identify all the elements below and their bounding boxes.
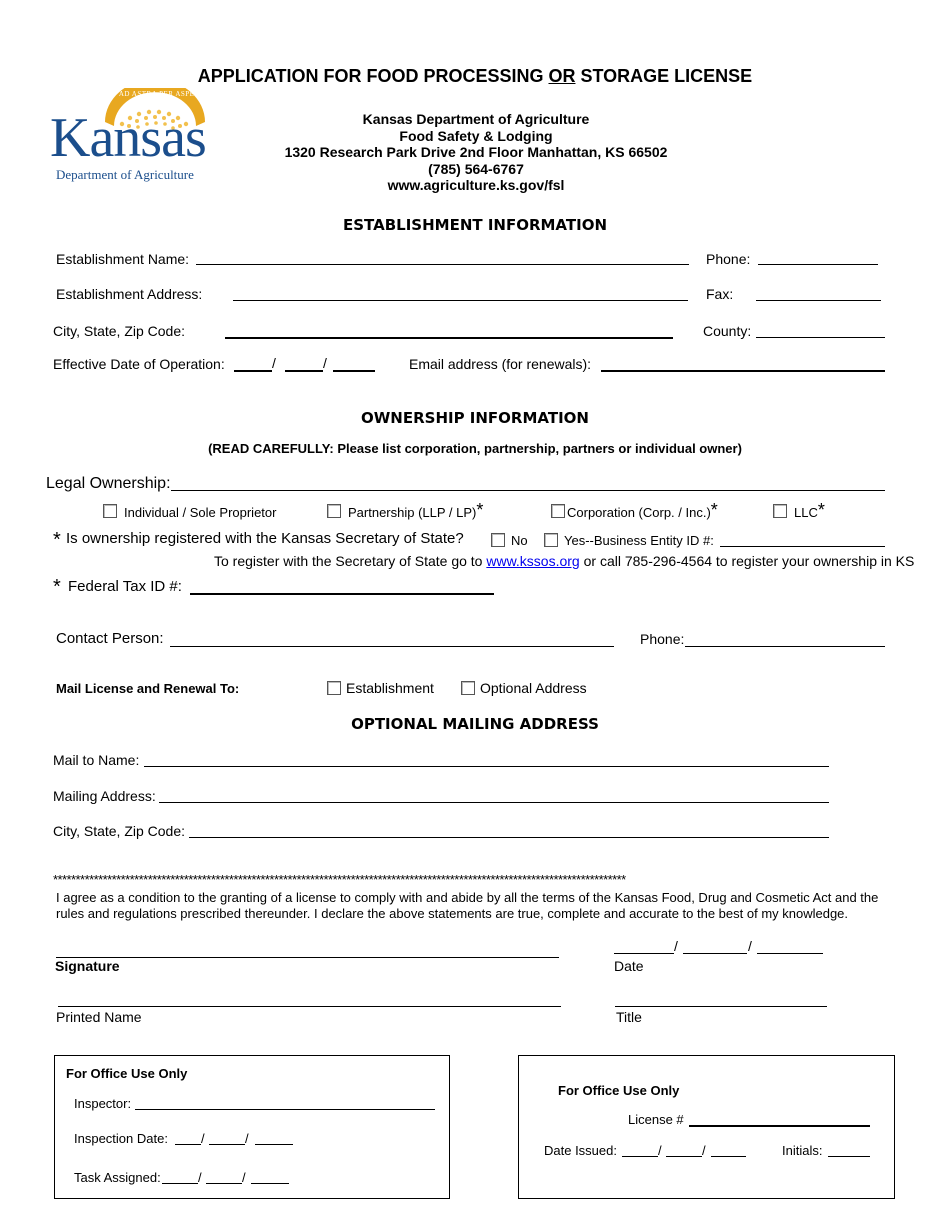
mailing-city-label: City, State, Zip Code: bbox=[53, 823, 186, 839]
agency-contact-block bbox=[250, 111, 702, 194]
establishment-name-label: Establishment Name: bbox=[56, 251, 190, 267]
kda-logo bbox=[50, 88, 215, 186]
contact-phone-field[interactable] bbox=[685, 646, 885, 647]
license-number-field[interactable] bbox=[689, 1125, 870, 1127]
license-number-label: License # bbox=[628, 1112, 684, 1127]
phone-field[interactable] bbox=[758, 264, 878, 265]
logo-subtitle: Department of Agriculture bbox=[56, 167, 194, 182]
establishment-address-label: Establishment Address: bbox=[56, 286, 203, 302]
effective-date-year[interactable] bbox=[333, 370, 375, 372]
inspection-date-day[interactable] bbox=[209, 1144, 245, 1145]
ownership-note: (READ CAREFULLY: Please list corporation, partnership, partners or individual owner) bbox=[208, 441, 742, 456]
mail-optional-checkbox[interactable] bbox=[461, 681, 475, 695]
date-slash: / bbox=[242, 1170, 246, 1185]
inspector-label: Inspector: bbox=[74, 1096, 132, 1111]
establishment-heading: ESTABLISHMENT INFORMATION bbox=[342, 216, 607, 234]
legal-ownership-field[interactable] bbox=[171, 490, 885, 491]
required-asterisk: * bbox=[53, 576, 61, 598]
mail-to-name-field[interactable] bbox=[144, 766, 829, 767]
mail-to-name-label: Mail to Name: bbox=[53, 752, 140, 768]
mailing-address-field[interactable] bbox=[159, 802, 829, 803]
agreement-text: I agree as a condition to the granting of a license to comply with and abide by all the terms of the Kansas Food, Drug and Cosmetic Act and the rules and regulations prescribed thereunder. I declare the above statements are true, complete and accurate to the best of my knowledge. bbox=[56, 890, 879, 921]
contact-phone-label: Phone: bbox=[640, 631, 685, 647]
sign-date-day[interactable] bbox=[683, 953, 747, 954]
phone-label: Phone: bbox=[706, 251, 751, 267]
mail-establishment-label: Establishment bbox=[346, 680, 434, 696]
date-slash: / bbox=[702, 1143, 706, 1158]
inspection-date-label: Inspection Date: bbox=[74, 1131, 168, 1146]
page-title: APPLICATION FOR FOOD PROCESSING OR STORAGE LICENSE bbox=[197, 66, 753, 86]
agency-name: Kansas Department of Agriculture bbox=[362, 111, 590, 127]
optional-mailing-heading: OPTIONAL MAILING ADDRESS bbox=[351, 715, 599, 733]
signature-label: Signature bbox=[55, 958, 120, 974]
sos-no-label: No bbox=[511, 533, 528, 548]
office-use-heading-right: For Office Use Only bbox=[558, 1083, 680, 1098]
llc-checkbox[interactable] bbox=[773, 504, 787, 518]
partnership-label: Partnership (LLP / LP)* bbox=[348, 500, 484, 520]
mailing-city-field[interactable] bbox=[189, 837, 829, 838]
sos-question: Is ownership registered with the Kansas Secretary of State? bbox=[66, 530, 464, 547]
agency-phone: (785) 564-6767 bbox=[428, 160, 524, 177]
mail-license-label: Mail License and Renewal To: bbox=[56, 681, 240, 696]
task-date-day[interactable] bbox=[206, 1183, 242, 1184]
task-date-month[interactable] bbox=[162, 1183, 198, 1184]
llc-label: LLC* bbox=[794, 500, 825, 520]
fax-label: Fax: bbox=[706, 286, 734, 302]
task-assigned-label: Task Assigned: bbox=[74, 1170, 161, 1185]
date-issued-day[interactable] bbox=[666, 1156, 702, 1157]
county-field[interactable] bbox=[756, 337, 885, 338]
kssos-link[interactable]: www.kssos.org bbox=[486, 553, 580, 569]
date-issued-label: Date Issued: bbox=[544, 1143, 617, 1158]
sign-date-year[interactable] bbox=[757, 953, 823, 954]
logo-wordmark: Kansas bbox=[50, 107, 206, 169]
inspection-date-year[interactable] bbox=[255, 1144, 293, 1145]
signature-field[interactable] bbox=[56, 957, 559, 958]
division-name: Food Safety & Lodging bbox=[399, 127, 553, 144]
inspector-field[interactable] bbox=[135, 1109, 435, 1110]
establishment-name-field[interactable] bbox=[196, 264, 689, 265]
date-issued-month[interactable] bbox=[622, 1156, 658, 1157]
effective-date-label: Effective Date of Operation: bbox=[53, 356, 225, 372]
logo-motto: AD ASTRA PER ASPERA bbox=[118, 90, 206, 98]
register-instructions: To register with the Secretary of State go to www.kssos.org or call 785-296-4564 to register your ownership in KS bbox=[214, 553, 915, 569]
contact-person-field[interactable] bbox=[170, 646, 614, 647]
date-label: Date bbox=[614, 958, 644, 974]
date-slash: / bbox=[245, 1131, 249, 1146]
printed-name-field[interactable] bbox=[58, 1006, 561, 1007]
date-slash: / bbox=[658, 1143, 662, 1158]
establishment-address-field[interactable] bbox=[233, 300, 688, 301]
sos-yes-checkbox[interactable] bbox=[544, 533, 558, 547]
title-field[interactable] bbox=[615, 1006, 827, 1007]
city-state-zip-field[interactable] bbox=[225, 337, 673, 339]
contact-person-label: Contact Person: bbox=[56, 630, 164, 647]
office-use-heading-left: For Office Use Only bbox=[66, 1066, 188, 1081]
effective-date-month[interactable] bbox=[234, 370, 272, 372]
date-slash: / bbox=[674, 938, 678, 954]
date-slash: / bbox=[201, 1131, 205, 1146]
individual-label: Individual / Sole Proprietor bbox=[124, 505, 277, 520]
required-asterisk: * bbox=[53, 529, 61, 551]
title-label: Title bbox=[616, 1009, 642, 1025]
agency-address: 1320 Research Park Drive 2nd Floor Manhattan, KS 66502 bbox=[284, 144, 668, 160]
sos-no-checkbox[interactable] bbox=[491, 533, 505, 547]
mailing-address-label: Mailing Address: bbox=[53, 788, 156, 804]
date-slash: / bbox=[198, 1170, 202, 1185]
mail-establishment-checkbox[interactable] bbox=[327, 681, 341, 695]
mail-optional-label: Optional Address bbox=[480, 680, 587, 696]
task-date-year[interactable] bbox=[251, 1183, 289, 1184]
sign-date-month[interactable] bbox=[614, 953, 674, 954]
county-label: County: bbox=[703, 323, 752, 339]
date-slash: / bbox=[748, 938, 752, 954]
inspection-date-month[interactable] bbox=[175, 1144, 201, 1145]
sos-yes-label: Yes--Business Entity ID #: bbox=[564, 533, 714, 548]
initials-label: Initials: bbox=[782, 1143, 823, 1158]
business-entity-id-field[interactable] bbox=[720, 546, 885, 547]
partnership-checkbox[interactable] bbox=[327, 504, 341, 518]
corporation-checkbox[interactable] bbox=[551, 504, 565, 518]
email-field[interactable] bbox=[601, 370, 885, 372]
corporation-label: Corporation (Corp. / Inc.)* bbox=[567, 500, 718, 520]
date-slash: / bbox=[323, 355, 327, 371]
date-slash: / bbox=[272, 355, 276, 371]
agency-website: www.agriculture.ks.gov/fsl bbox=[387, 177, 565, 193]
individual-checkbox[interactable] bbox=[103, 504, 117, 518]
initials-field[interactable] bbox=[828, 1156, 870, 1157]
effective-date-day[interactable] bbox=[285, 370, 323, 372]
city-state-zip-label: City, State, Zip Code: bbox=[53, 323, 186, 339]
printed-name-label: Printed Name bbox=[56, 1009, 142, 1025]
email-label: Email address (for renewals): bbox=[409, 356, 592, 372]
date-issued-year[interactable] bbox=[711, 1156, 746, 1157]
federal-tax-label: Federal Tax ID #: bbox=[68, 578, 182, 595]
ownership-heading: OWNERSHIP INFORMATION bbox=[361, 409, 589, 427]
legal-ownership-label: Legal Ownership: bbox=[46, 475, 171, 492]
separator-stars: ******************************************************************************************************************************* bbox=[53, 872, 626, 887]
fax-field[interactable] bbox=[756, 300, 881, 301]
office-use-box-right bbox=[518, 1055, 895, 1199]
federal-tax-field[interactable] bbox=[190, 593, 494, 595]
